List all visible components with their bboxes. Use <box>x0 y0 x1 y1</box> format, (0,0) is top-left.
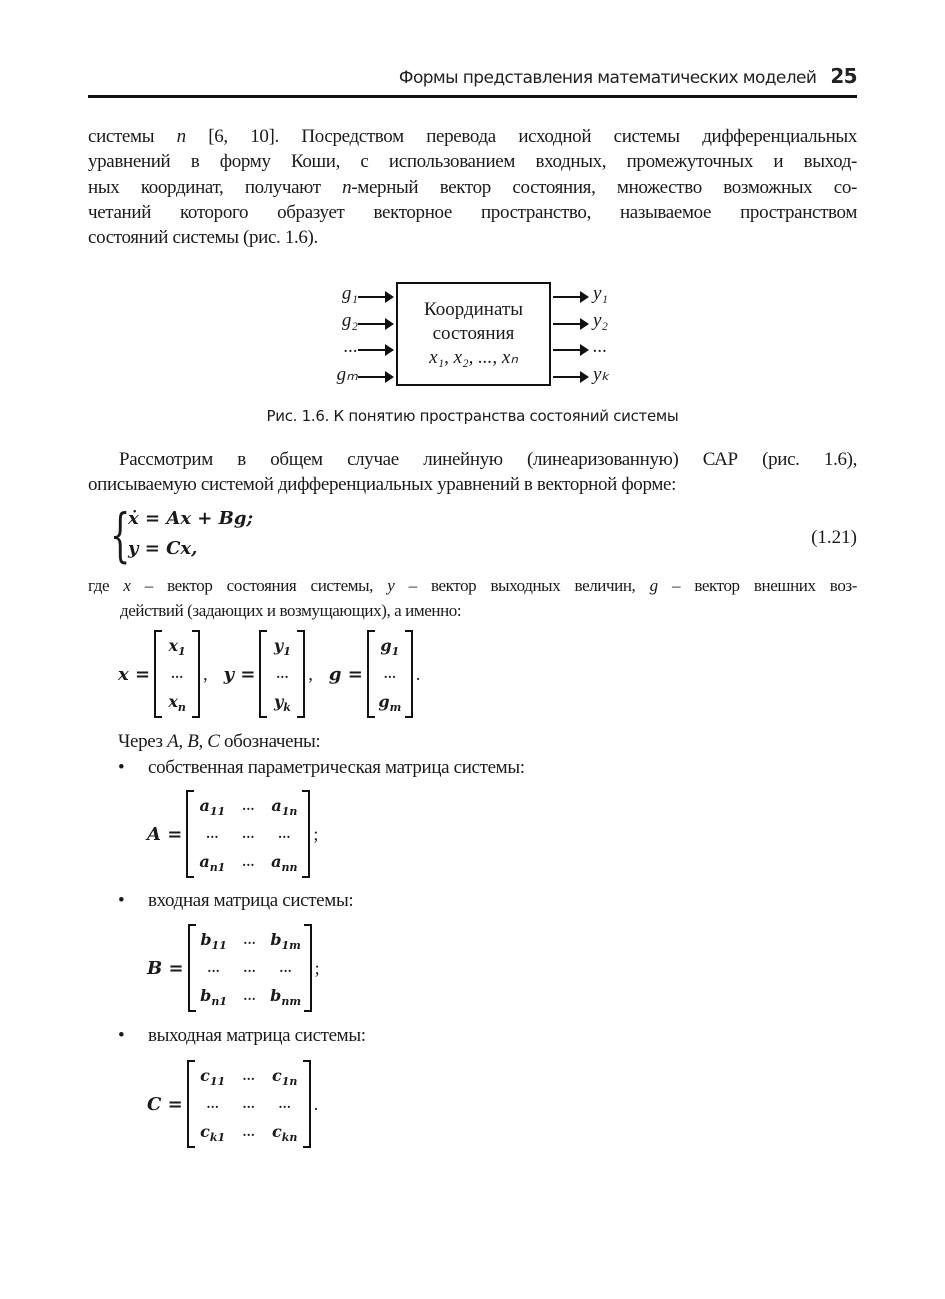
equation-number: (1.21) <box>811 527 857 548</box>
paragraph-1 <box>88 124 857 250</box>
header-rule <box>88 95 857 98</box>
matrix-cell: ... <box>206 827 219 841</box>
matrix-body <box>259 630 305 718</box>
matrix-cell: $c_{11}$ <box>200 1066 226 1089</box>
arrow-icon <box>553 323 587 325</box>
matrix-cell: ... <box>207 961 220 975</box>
bullet-text: собственная параметрическая матрица системы: <box>148 757 525 778</box>
vector-definitions <box>118 630 436 718</box>
matrix-cell: $x_n$ <box>168 692 186 715</box>
matrix-cell: $c_{kn}$ <box>272 1122 298 1145</box>
matrix-C <box>147 1060 334 1148</box>
text: [6, 10]. Посредством перевода исходной системы дифференциальных <box>185 126 857 147</box>
line: описываемую системой дифференциальных уравнений в векторной форме: <box>88 474 676 496</box>
arrow-icon <box>358 376 392 378</box>
matrix-cell: ... <box>243 933 256 947</box>
matrix-cell: ... <box>383 667 397 681</box>
matrix-cell: $b_{1m}$ <box>270 930 301 953</box>
paragraph-2 <box>88 447 857 498</box>
figure-caption: Рис. 1.6. К понятию пространства состояний системы <box>266 407 679 425</box>
matrix-cell: $x_1$ <box>168 636 186 659</box>
matrix-body <box>187 1060 311 1148</box>
matrix-cell: $y_k$ <box>273 692 291 715</box>
text: , <box>198 731 208 752</box>
matrix-cell: ... <box>206 1097 219 1111</box>
matrix-label: C = <box>147 1093 183 1115</box>
matrix-label: B = <box>147 957 184 979</box>
text: , <box>178 731 188 752</box>
input-label: ... <box>343 336 358 357</box>
line: состояний системы (рис. 1.6). <box>88 227 318 249</box>
var: x <box>123 576 131 595</box>
arrow-icon <box>358 323 392 325</box>
line <box>88 175 857 200</box>
equation-line: ẋ = Ax + Bg; <box>128 508 254 529</box>
matrix-cell: $a_{n1}$ <box>199 852 226 875</box>
text: где <box>88 576 124 595</box>
matrix-cell: ... <box>279 961 292 975</box>
matrix-punctuation: , <box>308 663 313 684</box>
output-label: y₁ <box>593 283 609 304</box>
matrix-cell: $b_{n1}$ <box>200 986 227 1009</box>
matrix-cell: ... <box>243 961 256 975</box>
matrix-label: y = <box>223 663 256 685</box>
arrow-icon <box>553 296 587 298</box>
var: A <box>167 731 179 752</box>
arrow-icon <box>553 376 587 378</box>
matrix-punctuation: . <box>415 663 421 684</box>
arrow-icon <box>358 349 392 351</box>
matrix-cell: $b_{nm}$ <box>270 986 301 1009</box>
matrix-punctuation: ; <box>313 823 319 844</box>
bullet-icon: • <box>118 1025 125 1046</box>
matrix-cell: $a_{nn}$ <box>271 852 298 875</box>
equation-line: y = Cx, <box>128 538 198 559</box>
bullet-icon: • <box>118 757 125 778</box>
matrix-label: x = <box>118 663 151 685</box>
text: – вектор выходных величин, <box>394 576 650 595</box>
text: обозначены: <box>219 731 321 752</box>
matrix-cell: ... <box>243 989 256 1003</box>
text: -мерный вектор состояния, множество возможных со- <box>351 176 857 198</box>
bullet-text: выходная матрица системы: <box>148 1025 366 1046</box>
text: системы <box>88 126 177 147</box>
var: n <box>176 126 186 147</box>
matrix-cell: $b_{11}$ <box>200 930 227 953</box>
matrix-cell: ... <box>278 1097 291 1111</box>
output-label: yₖ <box>593 364 610 385</box>
matrix-body <box>367 630 413 718</box>
arrow-icon <box>358 296 392 298</box>
text: – вектор внешних воз- <box>657 576 857 595</box>
box-text: состояния <box>432 323 515 344</box>
matrix-cell: $a_{11}$ <box>199 796 226 819</box>
bullet-icon: • <box>118 890 125 911</box>
matrix-body <box>154 630 200 718</box>
output-label: y₂ <box>593 310 609 331</box>
matrix-cell: ... <box>276 667 289 681</box>
var: B <box>187 731 199 752</box>
text: ных координат, получают <box>88 176 343 198</box>
matrix-cell: ... <box>242 827 255 841</box>
matrix-cell: ... <box>242 799 255 813</box>
matrix-cell: ... <box>170 667 184 681</box>
matrix-cell: $c_{1n}$ <box>271 1066 298 1089</box>
matrix-punctuation: , <box>203 663 208 684</box>
var: g <box>649 576 658 595</box>
var: n <box>342 176 352 198</box>
var: y <box>387 576 395 595</box>
matrix-cell: $g_1$ <box>380 636 400 659</box>
matrix-body <box>188 924 312 1012</box>
matrix-cell: $c_{k1}$ <box>200 1122 226 1145</box>
text: Через <box>118 731 168 752</box>
matrix-cell: ... <box>242 1069 255 1083</box>
var: C <box>207 731 220 752</box>
bullet-text: входная матрица системы: <box>148 890 354 911</box>
line: Рассмотрим в общем случае линейную (линеаризованную) САР (рис. 1.6), <box>119 449 857 470</box>
matrix-punctuation: . <box>313 1093 319 1114</box>
matrix-punctuation: ; <box>314 957 320 978</box>
running-header <box>88 64 857 88</box>
input-label: g₁ <box>341 283 358 304</box>
matrix-A <box>147 790 334 878</box>
line: действий (задающих и возмущающих), а именно: <box>120 601 462 620</box>
matrix-cell: ... <box>278 827 291 841</box>
line <box>88 573 857 598</box>
box-text: x₁, x₂, ..., xₙ <box>429 347 518 368</box>
brace-icon: { <box>110 501 131 569</box>
matrix-B <box>147 924 336 1012</box>
state-space-diagram <box>320 278 640 393</box>
matrix-body <box>186 790 310 878</box>
matrix-cell: $g_m$ <box>378 692 402 715</box>
matrix-cell: $a_{1n}$ <box>271 796 298 819</box>
paragraph-3 <box>88 573 857 623</box>
matrix-label: g = <box>328 663 363 685</box>
arrow-icon <box>553 349 587 351</box>
matrix-cell: ... <box>242 1125 255 1139</box>
text: – вектор состояния системы, <box>130 576 388 595</box>
matrix-cell: $y_1$ <box>273 636 291 659</box>
line <box>88 124 857 149</box>
box-text: Координаты <box>424 299 523 320</box>
line: четаний которого образует векторное пространство, называемое пространством <box>88 201 857 223</box>
matrix-cell: ... <box>242 1097 255 1111</box>
matrix-label: A = <box>147 823 183 845</box>
input-label: gₘ <box>336 364 358 385</box>
state-box <box>396 282 551 386</box>
through-line <box>118 731 320 753</box>
page-number: 25 <box>830 64 857 88</box>
line: уравнений в форму Коши, с использованием входных, промежуточных и выход- <box>88 151 857 173</box>
output-label: ... <box>593 336 608 357</box>
matrix-cell: ... <box>242 855 255 869</box>
header-title: Формы представления математических моделей <box>398 68 817 88</box>
input-label: g₂ <box>341 310 358 331</box>
